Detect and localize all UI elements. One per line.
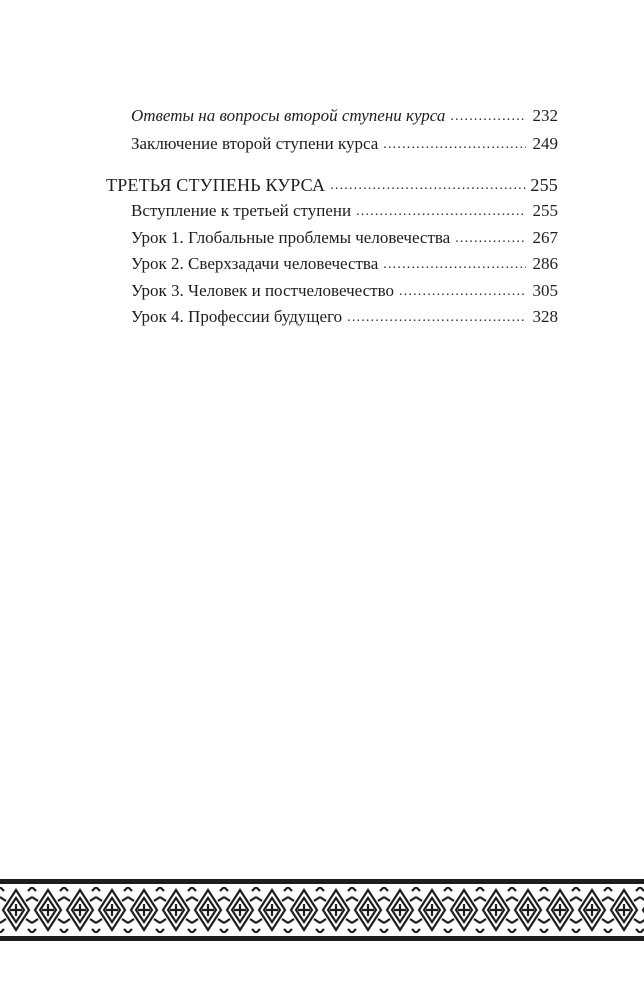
- dot-leader: [455, 230, 526, 248]
- toc-entry-page: 305: [532, 281, 558, 300]
- toc-entry-page: 255: [532, 201, 558, 220]
- toc-entry-title: Урок 4. Профессии будущего: [131, 307, 343, 326]
- toc-entry: [131, 224, 558, 248]
- dot-leader: [450, 108, 526, 126]
- dot-leader: [383, 256, 526, 274]
- dot-leader: [383, 136, 526, 154]
- toc-entry-title: Вступление к третьей ступени: [131, 201, 352, 220]
- toc-entry: [131, 250, 558, 274]
- table-of-contents: [0, 0, 644, 340]
- toc-section-heading: [106, 171, 558, 195]
- toc-entry-page: 267: [532, 228, 558, 247]
- dot-leader: [330, 177, 526, 195]
- toc-entry: [131, 130, 558, 154]
- toc-entry-page: 255: [530, 175, 558, 195]
- toc-entry-page: 249: [532, 134, 558, 153]
- toc-entry: [131, 197, 558, 221]
- dot-leader: [347, 309, 526, 327]
- toc-entry-title: Урок 1. Глобальные проблемы человечества: [131, 228, 451, 247]
- toc-entry-title: ТРЕТЬЯ СТУПЕНЬ КУРСА: [106, 175, 326, 195]
- toc-entry-page: 232: [532, 106, 558, 125]
- dot-leader: [399, 283, 526, 301]
- toc-entry-page: 286: [532, 254, 558, 273]
- toc-entry-page: 328: [532, 307, 558, 326]
- toc-entry: [131, 102, 558, 126]
- toc-entry-title: Ответы на вопросы второй ступени курса: [131, 106, 446, 125]
- toc-entry-title: Урок 2. Сверхзадачи человечества: [131, 254, 379, 273]
- slavic-pattern-border-icon: [0, 879, 644, 941]
- toc-entry-title: Урок 3. Человек и постчеловечество: [131, 281, 394, 300]
- toc-entry: [131, 277, 558, 301]
- toc-entry-title: Заключение второй ступени курса: [131, 134, 379, 153]
- toc-entry: [131, 303, 558, 327]
- dot-leader: [356, 203, 526, 221]
